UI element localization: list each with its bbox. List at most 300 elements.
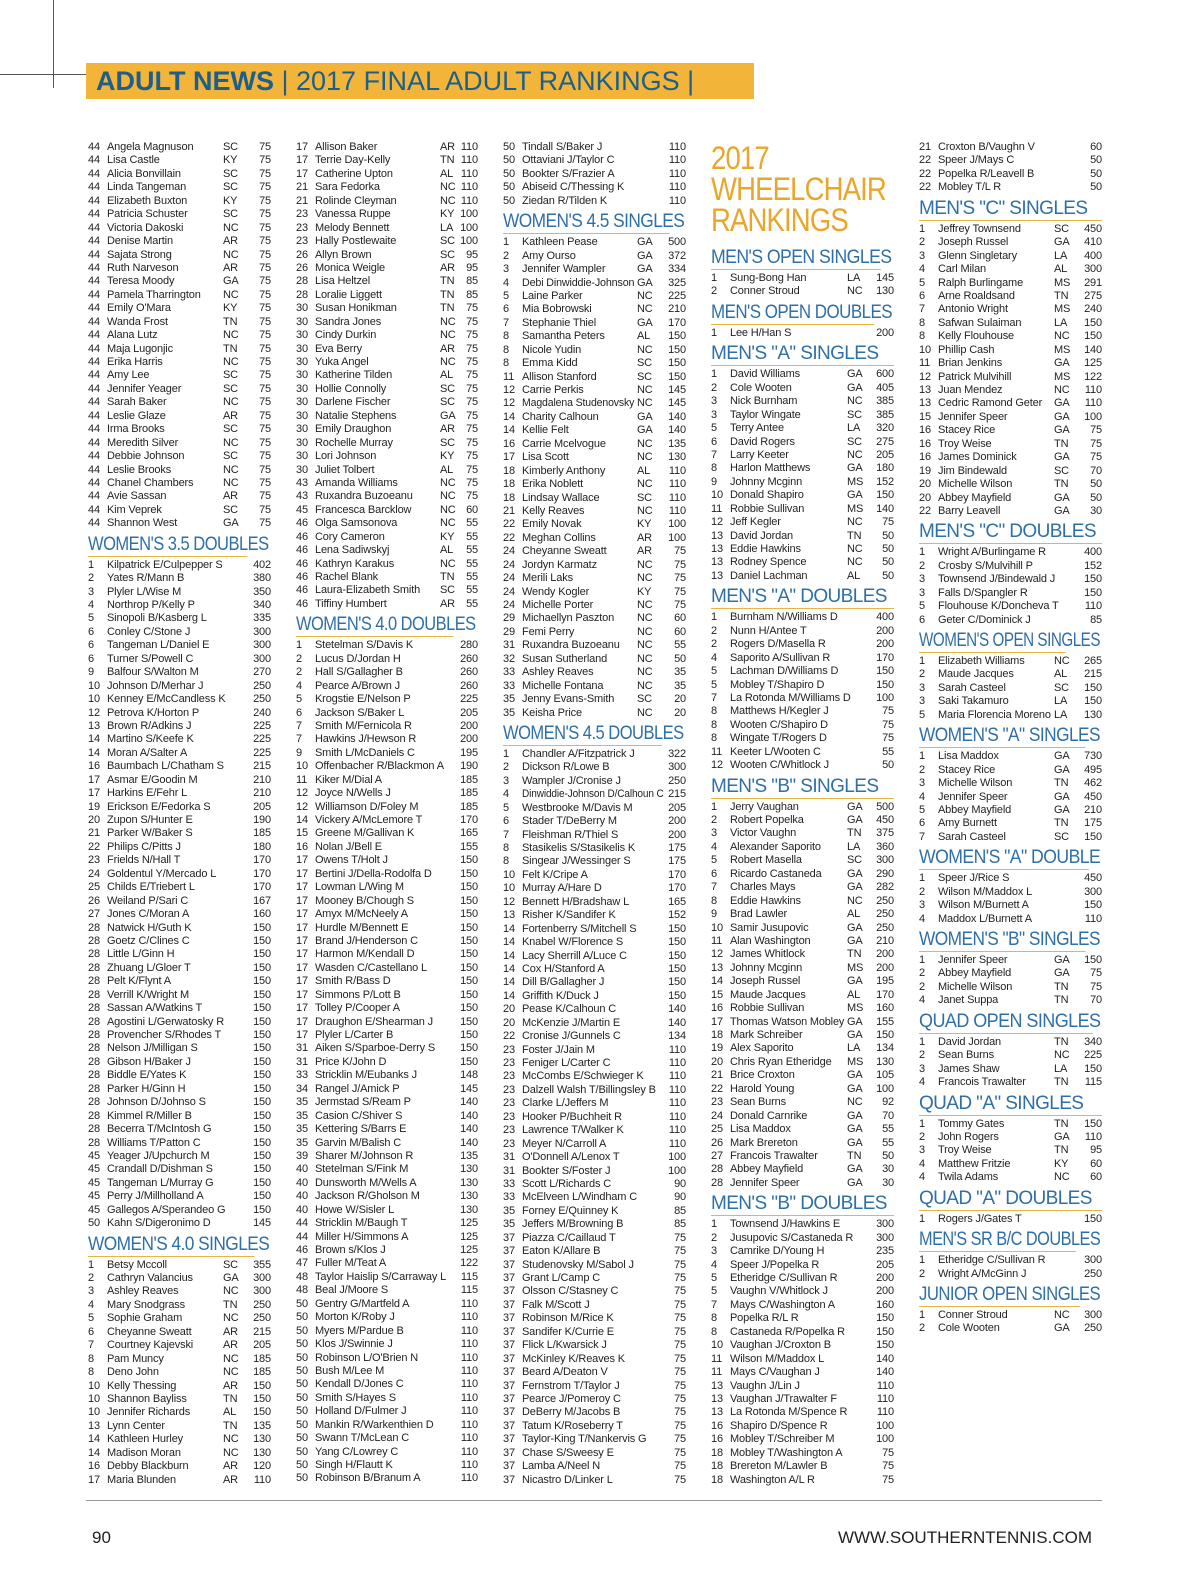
points: 75 <box>259 154 271 167</box>
points: 75 <box>259 194 271 207</box>
player-name: Williams T/Patton C <box>107 1136 201 1149</box>
ranking-row <box>503 1326 686 1339</box>
player-name: Gibson H/Baker J <box>107 1055 191 1068</box>
points: 130 <box>460 1163 478 1176</box>
ranking-row <box>711 1433 894 1446</box>
points: 110 <box>1084 397 1102 410</box>
points: 75 <box>674 1298 686 1311</box>
ranking-row <box>919 655 1102 668</box>
points: 150 <box>668 330 686 343</box>
rank: 26 <box>711 1136 723 1149</box>
ranking-row <box>919 330 1102 343</box>
rank: 4 <box>88 1298 94 1311</box>
rank: 44 <box>88 382 100 395</box>
points: 110 <box>460 1364 478 1377</box>
rank: 17 <box>88 787 100 800</box>
player-name: Westbrooke M/Davis M <box>522 801 633 814</box>
ranking-row <box>503 290 686 303</box>
player-name: Stricklin M/Baugh T <box>315 1217 408 1230</box>
player-name: Eddie Hawkins <box>730 894 801 907</box>
player-name: Carrie Mcelvogue <box>522 437 606 450</box>
ranking-row <box>296 181 478 194</box>
points: 250 <box>253 1298 271 1311</box>
ranking-row <box>296 343 478 356</box>
ranking-row <box>296 733 478 746</box>
player-name: Matthews H/Kegler J <box>730 705 829 718</box>
points: 150 <box>1084 573 1102 586</box>
rank: 17 <box>296 934 308 947</box>
ranking-row <box>88 1406 271 1419</box>
ranking-row <box>503 1245 686 1258</box>
rank: 17 <box>296 894 308 907</box>
rank: 9 <box>88 666 94 679</box>
ranking-row <box>296 222 478 235</box>
state: NC <box>1054 330 1070 343</box>
rank: 30 <box>296 369 308 382</box>
ranking-row <box>503 882 686 895</box>
ranking-row <box>88 1393 271 1406</box>
ranking-row <box>88 356 271 369</box>
points: 400 <box>1084 249 1102 262</box>
points: 300 <box>1084 263 1102 276</box>
rank: 44 <box>88 141 100 153</box>
state: NC <box>847 556 863 569</box>
state: MS <box>847 1002 864 1015</box>
points: 150 <box>876 1029 894 1041</box>
player-name: Johnson D/Merhar J <box>107 679 204 692</box>
rank: 26 <box>88 894 100 907</box>
ranking-section-heading: QUAD "A" SINGLES <box>919 1090 1102 1116</box>
rank: 50 <box>296 1405 308 1418</box>
ranking-row <box>503 909 686 922</box>
points: 150 <box>1084 899 1102 912</box>
state: GA <box>223 1272 239 1284</box>
player-name: Barry Leavell <box>938 504 1001 517</box>
player-name: Thomas Watson Mobley <box>730 1015 845 1028</box>
rank: 30 <box>296 302 308 315</box>
points: 70 <box>882 1109 894 1122</box>
rank: 8 <box>711 718 717 731</box>
rank: 50 <box>503 141 515 153</box>
ranking-row <box>711 732 894 745</box>
player-name: Janet Suppa <box>938 994 999 1007</box>
ranking-row <box>296 1271 478 1284</box>
state: NC <box>223 356 239 368</box>
ranking-row <box>296 141 478 154</box>
ranking-row <box>88 410 271 423</box>
rank: 22 <box>919 181 931 194</box>
points: 75 <box>259 436 271 449</box>
points: 150 <box>1084 586 1102 599</box>
state: AL <box>440 369 454 382</box>
state: AR <box>440 261 455 274</box>
points: 110 <box>460 1378 478 1391</box>
rank: 7 <box>503 316 509 329</box>
ranking-row <box>88 814 271 827</box>
player-name: Maude Jacques <box>730 988 806 1001</box>
rank: 45 <box>88 1203 100 1216</box>
points: 134 <box>668 1030 686 1043</box>
points: 30 <box>882 1163 894 1176</box>
points: 55 <box>882 1123 894 1136</box>
ranking-row <box>503 572 686 585</box>
rank: 14 <box>503 989 515 1002</box>
ranking-row <box>711 841 894 854</box>
player-name: Cory Cameron <box>315 530 385 543</box>
points: 75 <box>674 1231 686 1244</box>
player-name: Popelka R/L R <box>730 1312 799 1325</box>
rank: 11 <box>711 502 723 515</box>
player-name: Robbie Sullivan <box>730 502 805 515</box>
rank: 3 <box>503 263 509 276</box>
ranking-row <box>919 357 1102 370</box>
ranking-row <box>919 600 1102 613</box>
ranking-row <box>919 317 1102 330</box>
player-name: Parker W/Baker S <box>107 827 193 840</box>
rank: 33 <box>503 1191 515 1204</box>
ranking-row <box>88 235 271 248</box>
points: 150 <box>460 854 478 867</box>
rank: 6 <box>88 652 94 665</box>
ranking-row <box>503 869 686 882</box>
player-name: Mobley T/L R <box>938 181 1002 194</box>
points: 150 <box>668 343 686 356</box>
rank: 19 <box>711 1042 723 1055</box>
rank: 12 <box>296 787 308 800</box>
state: GA <box>440 409 456 422</box>
state: GA <box>1054 750 1070 763</box>
state: GA <box>1054 491 1070 504</box>
rank: 2 <box>919 1130 925 1143</box>
ranking-row <box>503 344 686 357</box>
points: 175 <box>668 842 686 854</box>
points: 150 <box>460 975 478 988</box>
ranking-row <box>711 1177 894 1190</box>
points: 130 <box>1084 708 1102 721</box>
player-name: Amyx M/McNeely A <box>315 908 408 921</box>
ranking-row <box>919 1254 1102 1267</box>
points: 140 <box>460 1096 478 1109</box>
ranking-row <box>88 329 271 342</box>
points: 175 <box>668 855 686 868</box>
state: TN <box>847 827 862 840</box>
points: 250 <box>876 921 894 934</box>
points: 150 <box>460 934 478 947</box>
state: NC <box>637 639 653 652</box>
player-name: Williamson D/Foley M <box>315 800 419 813</box>
rank: 15 <box>919 410 931 423</box>
player-name: Kelly Reaves <box>522 504 585 517</box>
rank: 1 <box>296 639 302 652</box>
ranking-row <box>919 981 1102 994</box>
rank: 10 <box>503 882 515 895</box>
ranking-row <box>919 573 1102 586</box>
player-name: Foster J/Jain M <box>522 1043 595 1056</box>
state: GA <box>637 263 653 276</box>
ranking-row <box>503 518 686 531</box>
points: 140 <box>668 1003 686 1016</box>
rank: 2 <box>711 638 717 651</box>
rank: 20 <box>503 1003 515 1016</box>
player-name: Cheyanne Sweatt <box>522 545 607 558</box>
points: 300 <box>253 1285 271 1298</box>
player-name: Goetz C/Clines C <box>107 934 190 947</box>
ranking-row <box>296 1123 478 1136</box>
state: GA <box>847 1029 863 1041</box>
ranking-row <box>711 1285 894 1298</box>
player-name: Rogers D/Masella R <box>730 638 826 651</box>
ranking-row <box>503 693 686 706</box>
player-name: Mary Snodgrass <box>107 1298 185 1311</box>
points: 75 <box>259 329 271 342</box>
state: KY <box>440 208 455 221</box>
ranking-row <box>919 899 1102 912</box>
player-name: Chanel Chambers <box>107 476 194 489</box>
player-name: Pearce A/Brown J <box>315 679 401 692</box>
points: 75 <box>674 599 686 611</box>
rank: 18 <box>711 1473 723 1486</box>
player-name: Jackson R/Gholson M <box>315 1190 420 1203</box>
player-name: Lisa Heltzel <box>315 275 371 288</box>
rank: 14 <box>503 936 515 949</box>
ranking-row <box>711 1096 894 1109</box>
ranking-row <box>503 748 686 761</box>
rank: 4 <box>88 599 94 611</box>
player-name: Matthew Fritzie <box>938 1157 1011 1170</box>
state: NC <box>637 666 653 679</box>
points: 75 <box>674 1312 686 1325</box>
points: 320 <box>876 422 894 435</box>
points: 110 <box>668 154 686 167</box>
ranking-row <box>296 235 478 248</box>
player-name: Clarke L/Jeffers M <box>522 1097 609 1110</box>
rank: 30 <box>296 463 308 476</box>
points: 110 <box>668 167 686 180</box>
points: 105 <box>876 1069 894 1082</box>
rank: 28 <box>88 948 100 961</box>
rank: 4 <box>503 276 509 289</box>
state: KY <box>223 194 238 207</box>
ranking-row <box>503 1366 686 1379</box>
rank: 1 <box>711 326 717 339</box>
ranking-row <box>88 908 271 921</box>
ranking-row <box>88 450 271 463</box>
player-name: Conner Stroud <box>730 285 800 298</box>
player-name: Allison Stanford <box>522 370 597 383</box>
player-name: Perry J/Millholland A <box>107 1190 204 1203</box>
rank: 18 <box>711 1460 723 1473</box>
player-name: Wilson M/Maddox L <box>938 885 1033 898</box>
state: SC <box>1054 681 1069 694</box>
rank: 20 <box>919 491 931 504</box>
rank: 10 <box>296 760 308 773</box>
player-name: Gallegos A/Sperandeo G <box>107 1203 226 1216</box>
player-name: Carl Milan <box>938 263 987 276</box>
points: 75 <box>466 382 478 395</box>
ranking-row <box>711 476 894 489</box>
rank: 27 <box>88 908 100 921</box>
rank: 22 <box>919 504 931 517</box>
ranking-row <box>296 396 478 409</box>
player-name: Kellie Felt <box>522 424 569 437</box>
player-name: Shannon West <box>107 517 178 530</box>
rank: 33 <box>503 1177 515 1190</box>
player-name: Courtney Kajevski <box>107 1339 194 1352</box>
points: 110 <box>460 1324 478 1337</box>
player-name: Emily O'Mara <box>107 302 171 315</box>
rank: 5 <box>88 612 94 625</box>
points: 150 <box>253 1029 271 1041</box>
points: 75 <box>674 1325 686 1338</box>
ranking-row <box>503 1003 686 1016</box>
points: 200 <box>876 624 894 637</box>
rank: 44 <box>88 450 100 463</box>
player-name: Becerra T/McIntosh G <box>107 1123 212 1136</box>
state: MS <box>847 961 864 974</box>
ranking-row <box>711 1218 894 1231</box>
player-name: Owens T/Holt J <box>315 854 388 867</box>
ranking-row <box>919 465 1102 478</box>
ranking-row <box>88 504 271 517</box>
rank: 16 <box>919 424 931 437</box>
points: 55 <box>882 1136 894 1149</box>
ranking-row <box>88 572 271 585</box>
ranking-row <box>88 1299 271 1312</box>
ranking-row <box>503 990 686 1003</box>
ranking-row <box>919 181 1102 194</box>
state: SC <box>223 450 238 463</box>
state: AR <box>223 1460 238 1473</box>
points: 225 <box>253 746 271 759</box>
rank: 20 <box>919 478 931 491</box>
ranking-row <box>919 154 1102 167</box>
rank: 1 <box>711 1218 717 1231</box>
rank: 37 <box>503 1366 515 1379</box>
player-name: Turner S/Powell C <box>107 652 194 665</box>
state: NC <box>223 1312 239 1325</box>
player-name: Harkins E/Fehr L <box>107 787 188 800</box>
state: LA <box>1054 316 1068 329</box>
rank: 37 <box>503 1339 515 1352</box>
rank: 17 <box>296 975 308 988</box>
player-name: Sajata Strong <box>107 248 172 261</box>
player-name: Vaughan J/Croxton B <box>730 1339 831 1352</box>
rank: 44 <box>88 261 100 274</box>
player-name: Allison Baker <box>315 141 378 153</box>
state: MS <box>1054 276 1071 289</box>
player-name: Jones C/Moran A <box>107 908 190 921</box>
rank: 50 <box>296 1324 308 1337</box>
points: 75 <box>882 1473 894 1486</box>
rank: 1 <box>919 222 925 235</box>
player-name: Casion C/Shiver S <box>315 1109 403 1122</box>
ranking-row <box>503 653 686 666</box>
rank: 30 <box>296 329 308 342</box>
points: 290 <box>876 867 894 880</box>
points: 150 <box>253 1136 271 1149</box>
ranking-row <box>296 1365 478 1378</box>
state: NC <box>1054 1171 1070 1184</box>
points: 110 <box>668 1043 686 1056</box>
player-name: Larry Keeter <box>730 448 789 461</box>
player-name: Patricia Schuster <box>107 208 188 221</box>
ranking-row <box>296 707 478 720</box>
state: AR <box>223 409 238 422</box>
player-name: Phillip Cash <box>938 343 995 356</box>
player-name: Wasden C/Castellano L <box>315 961 428 974</box>
player-name: Dunsworth M/Wells A <box>315 1176 417 1189</box>
player-name: Leslie Brooks <box>107 463 172 476</box>
points: 170 <box>253 854 271 867</box>
points: 200 <box>876 1285 894 1298</box>
points: 260 <box>460 666 478 679</box>
ranking-row <box>711 422 894 435</box>
ranking-row <box>88 249 271 262</box>
rank: 4 <box>711 840 717 853</box>
points: 75 <box>259 476 271 489</box>
points: 150 <box>253 1069 271 1082</box>
player-name: Rangel J/Amick P <box>315 1082 400 1095</box>
rank: 14 <box>503 410 515 423</box>
player-name: Jennifer Richards <box>107 1406 191 1419</box>
rank: 44 <box>88 396 100 409</box>
ranking-row <box>711 1002 894 1015</box>
points: 334 <box>668 263 686 276</box>
ranking-row <box>919 831 1102 844</box>
rank: 5 <box>711 1285 717 1298</box>
ranking-row <box>503 438 686 451</box>
ranking-section-heading: MEN'S OPEN DOUBLES <box>711 299 874 325</box>
player-name: Biddle E/Yates K <box>107 1069 187 1082</box>
ranking-row <box>88 343 271 356</box>
rank: 30 <box>296 356 308 368</box>
ranking-row <box>296 814 478 827</box>
state: TN <box>1054 980 1069 993</box>
player-name: DeBerry M/Jacobs B <box>522 1406 621 1419</box>
player-name: Sandra Jones <box>315 315 382 328</box>
state: GA <box>637 424 653 437</box>
ranking-row <box>296 1459 478 1472</box>
ranking-row <box>503 612 686 625</box>
player-name: Sarah Baker <box>107 396 167 409</box>
rank: 7 <box>711 691 717 704</box>
ranking-row <box>88 383 271 396</box>
points: 150 <box>253 1406 271 1419</box>
points: 235 <box>876 1245 894 1258</box>
player-name: Jennifer Speer <box>938 410 1008 423</box>
ranking-row <box>919 344 1102 357</box>
ranking-row <box>296 975 478 988</box>
points: 110 <box>1084 384 1102 396</box>
state: SC <box>440 382 455 395</box>
player-name: Cole Wooten <box>730 381 792 394</box>
state: SC <box>223 382 238 395</box>
rank: 3 <box>919 695 925 708</box>
ranking-row <box>296 369 478 382</box>
points: 75 <box>259 517 271 530</box>
rank: 8 <box>88 1352 94 1365</box>
state: SC <box>223 423 238 436</box>
points: 265 <box>1084 655 1102 667</box>
points: 205 <box>876 1258 894 1271</box>
player-name: Tolley P/Cooper A <box>315 1002 400 1015</box>
ranking-row <box>711 975 894 988</box>
rankings-column-4 <box>711 141 894 1487</box>
ranking-row <box>711 1069 894 1082</box>
rank: 50 <box>88 1217 100 1230</box>
rank: 3 <box>919 1144 925 1157</box>
player-name: Teresa Moody <box>107 275 175 288</box>
